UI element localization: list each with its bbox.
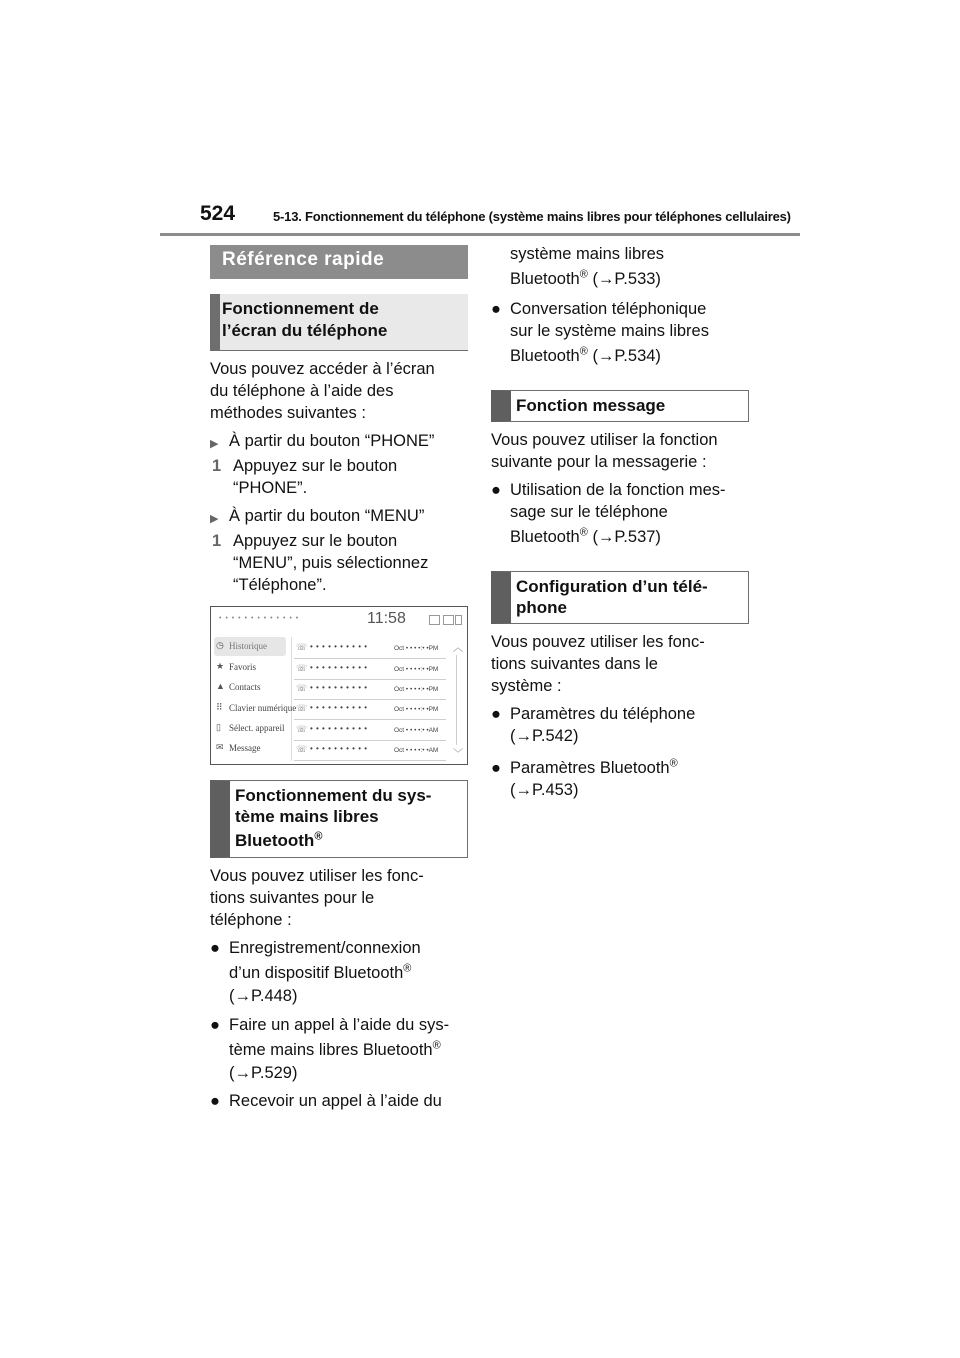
- menu-item-label: Historique: [229, 641, 267, 651]
- list-item-text: Utilisation de la fonction mes-: [510, 481, 726, 499]
- page-reference: (→P.529): [229, 1064, 298, 1082]
- keypad-icon: ⠿: [216, 702, 223, 712]
- text-line: système mains libres: [510, 245, 665, 263]
- call-time: Oct • • • •:• •PM: [394, 666, 439, 673]
- text-line: sage sur le téléphone: [510, 503, 668, 521]
- text-line: “MENU”, puis sélectionnez: [233, 554, 429, 572]
- triangle-icon: ▶: [210, 438, 219, 450]
- list-item-text: Conversation téléphonique: [510, 300, 707, 318]
- text-line: téléphone :: [210, 911, 292, 929]
- screen-clock: 11:58: [367, 610, 406, 627]
- bullet-icon: ●: [210, 1092, 220, 1110]
- signal-icon: [429, 615, 440, 625]
- text-line: Vous pouvez utiliser les fonc-: [491, 633, 705, 651]
- call-icon: ☏: [296, 703, 308, 713]
- scroll-track: [456, 655, 457, 745]
- call-number: • • • • • • • • • •: [310, 683, 368, 692]
- bullet-icon: ●: [491, 300, 501, 318]
- call-icon: ☏: [296, 724, 308, 734]
- step-number: 1: [212, 457, 222, 475]
- text-line: tème mains libres Bluetooth®: [229, 1039, 441, 1059]
- list-item-text: Faire un appel à l’aide du sys-: [229, 1016, 450, 1034]
- section-title-line: Bluetooth®: [235, 830, 323, 850]
- text-line: Appuyez sur le bouton: [233, 457, 398, 475]
- text-line: tions suivantes pour le: [210, 889, 375, 907]
- star-icon: ★: [216, 661, 225, 671]
- section-title-line: Fonctionnement de: [222, 299, 379, 318]
- text-line: système :: [491, 677, 562, 695]
- text-line: Vous pouvez utiliser la fonction: [491, 431, 718, 449]
- call-time: Oct • • • •:• •AM: [394, 727, 439, 734]
- call-number: • • • • • • • • • •: [310, 724, 368, 733]
- method-label: À partir du bouton “MENU”: [229, 507, 425, 525]
- text-line: Appuyez sur le bouton: [233, 532, 398, 550]
- menu-item-favorites: [214, 658, 286, 677]
- battery-icon: [455, 615, 462, 625]
- section-title-line: Configuration d’un télé-: [516, 577, 708, 596]
- section-title-line: l’écran du téléphone: [222, 321, 388, 340]
- section-title-line: tème mains libres: [235, 807, 379, 826]
- text-line: sur le système mains libres: [510, 322, 709, 340]
- phone-screen-illustration: [210, 606, 468, 765]
- page-number: 524: [200, 202, 236, 225]
- call-number: • • • • • • • • • •: [310, 703, 368, 712]
- text-line: méthodes suivantes :: [210, 404, 366, 422]
- chevron-down-icon: ﹀: [453, 749, 463, 760]
- call-icon: ☏: [296, 744, 308, 754]
- section-title-line: phone: [516, 598, 567, 617]
- quick-reference-banner: [210, 245, 468, 279]
- text-line: du téléphone à l’aide des: [210, 382, 394, 400]
- list-item-text: Enregistrement/connexion: [229, 939, 421, 957]
- list-item-text: Paramètres du téléphone: [510, 705, 696, 723]
- triangle-icon: ▶: [210, 513, 219, 525]
- screen-scrollbar: [451, 639, 463, 763]
- call-time: Oct • • • •:• •PM: [394, 645, 439, 652]
- call-row: [294, 659, 446, 680]
- menu-item-message: [214, 739, 286, 758]
- call-row: [294, 720, 446, 741]
- text-line: tions suivantes dans le: [491, 655, 658, 673]
- menu-item-label: Favoris: [229, 662, 256, 672]
- section-title-line: Fonctionnement du sys-: [235, 786, 432, 805]
- text-line: Bluetooth® (→P.533): [510, 268, 661, 288]
- section-bluetooth-handsfree: [210, 780, 468, 858]
- bullet-icon: ●: [210, 939, 220, 957]
- call-row: [294, 638, 446, 659]
- bullet-icon: ●: [491, 759, 501, 777]
- bullet-icon: ●: [491, 481, 501, 499]
- list-item-text: Recevoir un appel à l’aide du: [229, 1092, 442, 1110]
- text-line: Vous pouvez utiliser les fonc-: [210, 867, 424, 885]
- person-icon: ▲: [216, 681, 225, 691]
- banner-title: Référence rapide: [222, 249, 385, 270]
- menu-item-label: Contacts: [229, 682, 261, 692]
- text-line: “Téléphone”.: [233, 576, 327, 594]
- list-item-text: Paramètres Bluetooth®: [510, 757, 678, 777]
- text-line: d’un dispositif Bluetooth®: [229, 962, 412, 982]
- menu-item-label: Message: [229, 743, 261, 753]
- text-line: Bluetooth® (→P.537): [510, 526, 661, 546]
- call-icon: ☏: [296, 683, 308, 693]
- call-number: • • • • • • • • • •: [310, 663, 368, 672]
- section-title: Fonction message: [516, 396, 666, 415]
- text-line: suivante pour la messagerie :: [491, 453, 707, 471]
- call-row: [294, 699, 446, 720]
- history-icon: ◷: [216, 640, 224, 650]
- screen-divider: [291, 637, 292, 761]
- section-phone-screen: [210, 294, 468, 351]
- menu-item-keypad: [214, 699, 297, 718]
- menu-item-label: Sélect. appareil: [229, 723, 285, 733]
- call-row: [294, 679, 446, 700]
- text-line: Vous pouvez accéder à l’écran: [210, 360, 435, 378]
- menu-item-label: Clavier numérique: [229, 703, 297, 713]
- screen-status-bar: [211, 607, 467, 633]
- call-row: [294, 740, 446, 761]
- page-reference: (→P.448): [229, 987, 298, 1005]
- menu-item-history: [214, 637, 286, 656]
- section-phone-config: [491, 571, 749, 624]
- text-line: “PHONE”.: [233, 479, 308, 497]
- page-reference: (→P.453): [510, 781, 579, 799]
- call-icon: ☏: [296, 663, 308, 673]
- bullet-icon: ●: [491, 705, 501, 723]
- menu-item-contacts: [214, 678, 286, 697]
- menu-item-select-device: [214, 719, 286, 738]
- call-icon: ☏: [296, 642, 308, 652]
- call-time: Oct • • • •:• •PM: [394, 706, 439, 713]
- call-number: • • • • • • • • • •: [310, 744, 368, 753]
- section-message: [491, 390, 749, 422]
- chapter-title: 5-13. Fonctionnement du téléphone (système mains libres pour téléphones cellulaires): [273, 209, 791, 224]
- call-number: • • • • • • • • • •: [310, 642, 368, 651]
- call-time: Oct • • • •:• •AM: [394, 747, 439, 754]
- lock-icon: [443, 615, 454, 625]
- method-label: À partir du bouton “PHONE”: [229, 432, 435, 450]
- header-rule: [160, 233, 800, 236]
- screen-dots: • • • • • • • • • • • • •: [219, 615, 300, 622]
- call-time: Oct • • • •:• •PM: [394, 686, 439, 693]
- message-icon: ✉: [216, 742, 224, 752]
- bullet-icon: ●: [210, 1016, 220, 1034]
- page-reference: (→P.542): [510, 727, 579, 745]
- device-icon: ▯: [216, 722, 221, 732]
- chevron-up-icon: ︿: [453, 643, 463, 654]
- step-number: 1: [212, 532, 222, 550]
- text-line: Bluetooth® (→P.534): [510, 345, 661, 365]
